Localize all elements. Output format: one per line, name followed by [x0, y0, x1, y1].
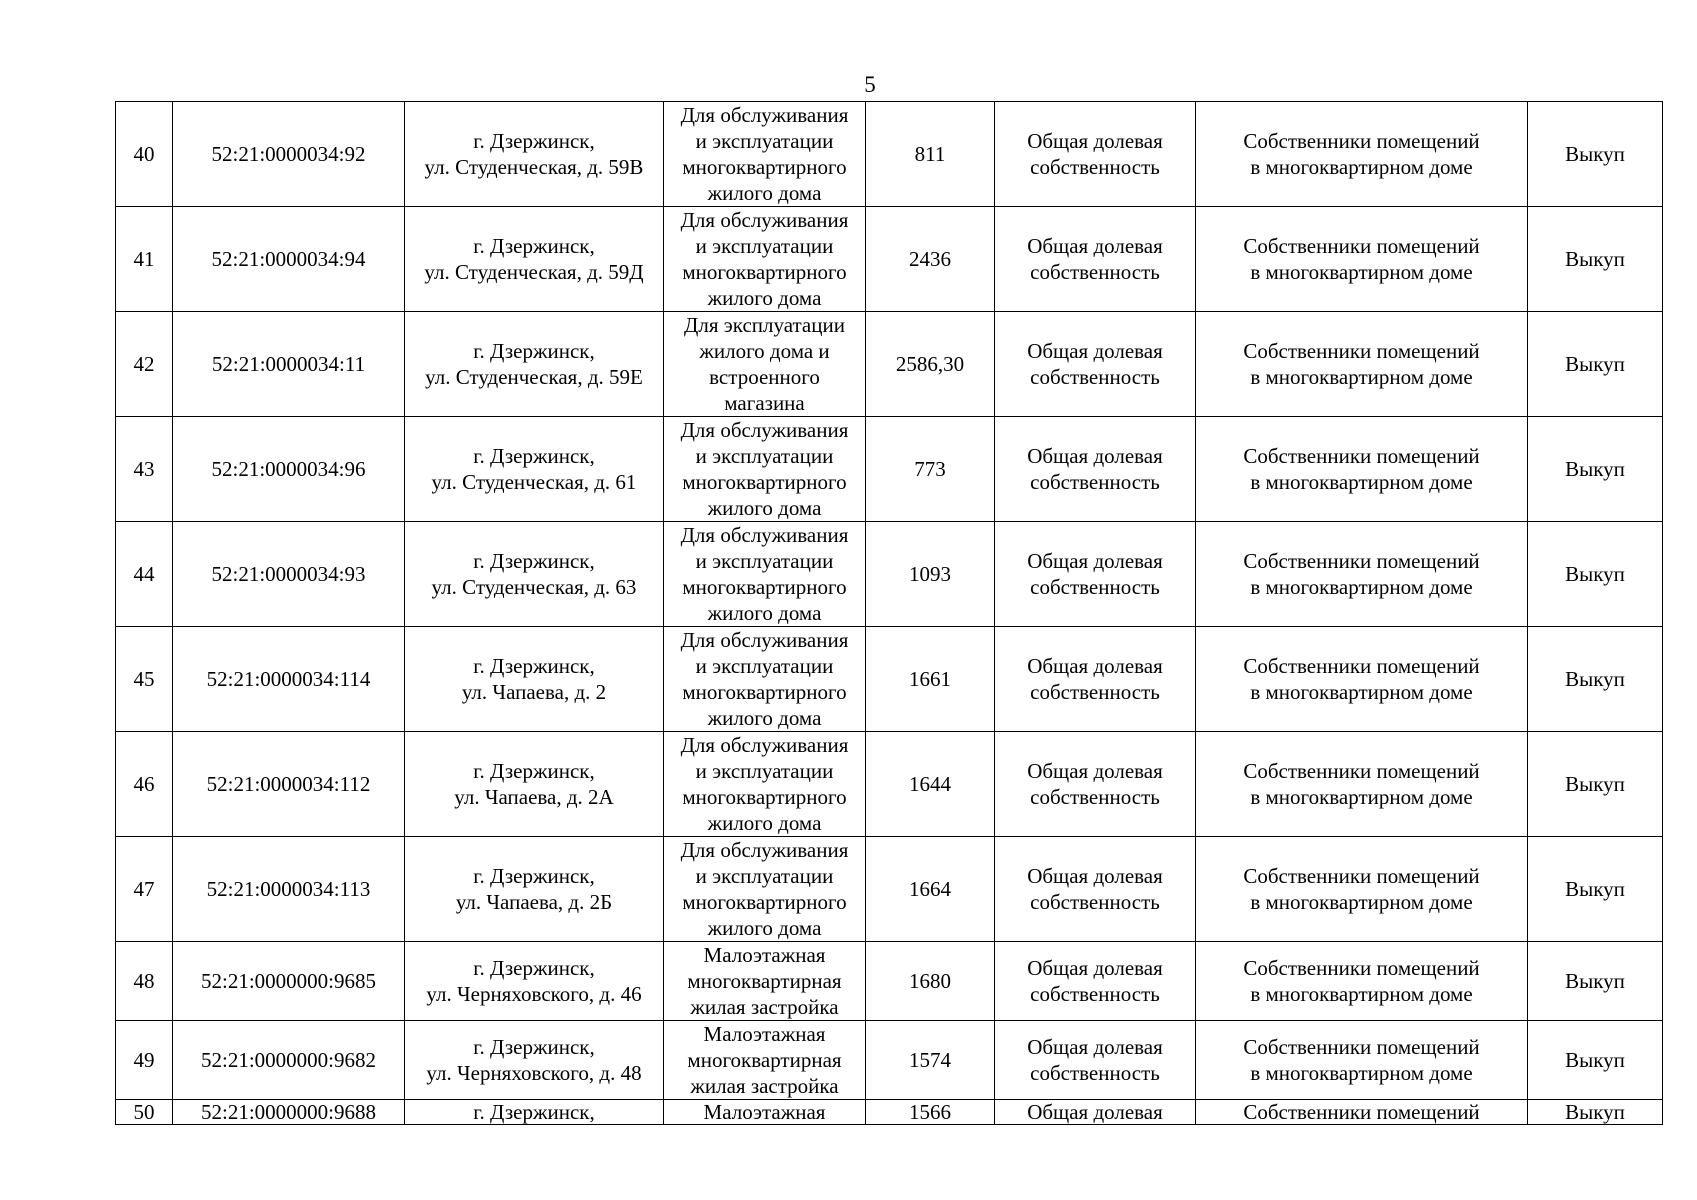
- purpose-line: Для эксплуатации: [684, 313, 845, 337]
- cadastral-number-cell: 52:21:0000034:11: [173, 312, 405, 417]
- row-number-cell: 48: [116, 942, 173, 1021]
- cadastral-number-cell: 52:21:0000034:93: [173, 522, 405, 627]
- address-street: ул. Черняховского, д. 46: [426, 982, 642, 1006]
- area-cell: 1644: [866, 732, 995, 837]
- ownership-type-line: Общая долевая: [1027, 444, 1163, 468]
- area-cell: 1574: [866, 1021, 995, 1100]
- cadastral-number-cell: 52:21:0000034:113: [173, 837, 405, 942]
- ownership-type-line: Общая долевая: [1027, 1035, 1163, 1059]
- owner-cell: [1196, 312, 1528, 417]
- ownership-type-line: Общая долевая: [1027, 864, 1163, 888]
- purpose-cell: [664, 522, 866, 627]
- address-city: г. Дзержинск,: [473, 234, 595, 258]
- purpose-line: жилого дома: [707, 181, 822, 205]
- area-cell: 1566: [866, 1100, 995, 1125]
- ownership-type-line: собственность: [1030, 1061, 1160, 1085]
- purpose-line: жилого дома: [707, 706, 822, 730]
- owner-line: в многоквартирном доме: [1250, 1061, 1473, 1085]
- address-city: г. Дзержинск,: [473, 654, 595, 678]
- action-cell: Выкуп: [1528, 312, 1663, 417]
- address-cell: [405, 102, 664, 207]
- purpose-line: жилого дома: [707, 286, 822, 310]
- purpose-cell: [664, 417, 866, 522]
- address-city: г. Дзержинск,: [473, 129, 595, 153]
- owner-cell: [1196, 417, 1528, 522]
- action-cell: Выкуп: [1528, 627, 1663, 732]
- page-number: 5: [864, 72, 876, 97]
- address-cell: [405, 207, 664, 312]
- table-row: [116, 1100, 1663, 1125]
- address-cell: [405, 417, 664, 522]
- area-cell: 2586,30: [866, 312, 995, 417]
- ownership-type-line: собственность: [1030, 260, 1160, 284]
- address-cell: [405, 627, 664, 732]
- ownership-type-cell: [995, 522, 1196, 627]
- purpose-line: Малоэтажная: [703, 1022, 826, 1046]
- action-cell: Выкуп: [1528, 417, 1663, 522]
- area-cell: 773: [866, 417, 995, 522]
- address-city: г. Дзержинск,: [473, 956, 595, 980]
- purpose-line: Для обслуживания: [680, 838, 849, 862]
- purpose-cell: [664, 312, 866, 417]
- purpose-line: жилая застройка: [690, 995, 839, 1019]
- ownership-type-cell: [995, 942, 1196, 1021]
- area-cell: 1680: [866, 942, 995, 1021]
- purpose-line: многоквартирная: [687, 1048, 842, 1072]
- owner-line: Собственники помещений: [1243, 1100, 1480, 1124]
- ownership-type-line: собственность: [1030, 365, 1160, 389]
- owner-cell: [1196, 1100, 1528, 1125]
- address-street: ул. Студенческая, д. 61: [431, 470, 637, 494]
- purpose-line: жилого дома: [707, 811, 822, 835]
- row-number-cell: 50: [116, 1100, 173, 1125]
- cadastral-number-cell: 52:21:0000000:9682: [173, 1021, 405, 1100]
- action-cell: Выкуп: [1528, 1021, 1663, 1100]
- owner-cell: [1196, 942, 1528, 1021]
- ownership-type-cell: [995, 1100, 1196, 1125]
- purpose-cell: [664, 207, 866, 312]
- purpose-cell: [664, 732, 866, 837]
- ownership-type-line: Общая долевая: [1027, 759, 1163, 783]
- address-street: ул. Чапаева, д. 2: [461, 680, 607, 704]
- row-number-cell: 49: [116, 1021, 173, 1100]
- action-cell: Выкуп: [1528, 1100, 1663, 1125]
- address-city: г. Дзержинск,: [473, 1100, 595, 1124]
- purpose-line: многоквартирного: [682, 155, 847, 179]
- area-cell: 811: [866, 102, 995, 207]
- purpose-line: Для обслуживания: [680, 628, 849, 652]
- purpose-line: жилого дома: [707, 496, 822, 520]
- purpose-cell: [664, 1021, 866, 1100]
- purpose-cell: [664, 627, 866, 732]
- purpose-line: и эксплуатации: [695, 759, 834, 783]
- ownership-type-cell: [995, 102, 1196, 207]
- owner-line: Собственники помещений: [1243, 864, 1480, 888]
- owner-line: в многоквартирном доме: [1250, 680, 1473, 704]
- address-cell: [405, 837, 664, 942]
- row-number-cell: 45: [116, 627, 173, 732]
- ownership-type-cell: [995, 1021, 1196, 1100]
- purpose-cell: [664, 837, 866, 942]
- table-row: [116, 732, 1663, 837]
- purpose-line: Для обслуживания: [680, 523, 849, 547]
- purpose-cell: [664, 102, 866, 207]
- ownership-type-line: собственность: [1030, 982, 1160, 1006]
- purpose-line: магазина: [724, 391, 805, 415]
- row-number-cell: 43: [116, 417, 173, 522]
- row-number-cell: 47: [116, 837, 173, 942]
- ownership-type-line: собственность: [1030, 785, 1160, 809]
- purpose-line: многоквартирного: [682, 260, 847, 284]
- address-cell: [405, 522, 664, 627]
- address-city: г. Дзержинск,: [473, 864, 595, 888]
- action-cell: Выкуп: [1528, 102, 1663, 207]
- owner-line: Собственники помещений: [1243, 129, 1480, 153]
- ownership-type-line: Общая долевая: [1027, 129, 1163, 153]
- purpose-cell: [664, 1100, 866, 1125]
- purpose-line: многоквартирного: [682, 680, 847, 704]
- cadastral-number-cell: 52:21:0000000:9688: [173, 1100, 405, 1125]
- ownership-type-cell: [995, 627, 1196, 732]
- table-row: [116, 942, 1663, 1021]
- action-cell: Выкуп: [1528, 942, 1663, 1021]
- area-cell: 1093: [866, 522, 995, 627]
- address-city: г. Дзержинск,: [473, 759, 595, 783]
- table-body: [116, 102, 1663, 1125]
- purpose-line: и эксплуатации: [695, 864, 834, 888]
- row-number-cell: 46: [116, 732, 173, 837]
- ownership-type-cell: [995, 837, 1196, 942]
- address-city: г. Дзержинск,: [473, 339, 595, 363]
- action-cell: Выкуп: [1528, 522, 1663, 627]
- area-cell: 2436: [866, 207, 995, 312]
- purpose-line: встроенного: [709, 365, 820, 389]
- ownership-type-line: Общая долевая: [1027, 234, 1163, 258]
- owner-line: Собственники помещений: [1243, 956, 1480, 980]
- ownership-type-line: собственность: [1030, 575, 1160, 599]
- table-row: [116, 102, 1663, 207]
- ownership-type-line: собственность: [1030, 155, 1160, 179]
- address-cell: [405, 312, 664, 417]
- owner-line: Собственники помещений: [1243, 234, 1480, 258]
- purpose-line: и эксплуатации: [695, 129, 834, 153]
- table-row: [116, 417, 1663, 522]
- purpose-line: жилая застройка: [690, 1074, 839, 1098]
- purpose-line: Малоэтажная: [703, 1100, 826, 1124]
- owner-line: в многоквартирном доме: [1250, 470, 1473, 494]
- address-street: ул. Студенческая, д. 59Е: [425, 365, 643, 389]
- address-cell: [405, 732, 664, 837]
- address-street: ул. Студенческая, д. 63: [431, 575, 637, 599]
- cadastral-number-cell: 52:21:0000000:9685: [173, 942, 405, 1021]
- cadastral-number-cell: 52:21:0000034:112: [173, 732, 405, 837]
- owner-line: Собственники помещений: [1243, 444, 1480, 468]
- purpose-line: жилого дома: [707, 601, 822, 625]
- ownership-type-line: Общая долевая: [1027, 549, 1163, 573]
- table-row: [116, 1021, 1663, 1100]
- owner-line: в многоквартирном доме: [1250, 575, 1473, 599]
- row-number-cell: 40: [116, 102, 173, 207]
- owner-line: Собственники помещений: [1243, 549, 1480, 573]
- address-street: ул. Черняховского, д. 48: [426, 1061, 642, 1085]
- address-street: ул. Студенческая, д. 59В: [424, 155, 644, 179]
- land-plots-table: [115, 101, 1663, 1125]
- cadastral-number-cell: 52:21:0000034:92: [173, 102, 405, 207]
- owner-cell: [1196, 1021, 1528, 1100]
- owner-cell: [1196, 837, 1528, 942]
- purpose-line: и эксплуатации: [695, 654, 834, 678]
- address-street: ул. Чапаева, д. 2Б: [455, 890, 613, 914]
- address-cell: [405, 942, 664, 1021]
- purpose-line: и эксплуатации: [695, 549, 834, 573]
- address-cell: [405, 1021, 664, 1100]
- table-row: [116, 522, 1663, 627]
- owner-line: Собственники помещений: [1243, 1035, 1480, 1059]
- ownership-type-line: собственность: [1030, 890, 1160, 914]
- action-cell: Выкуп: [1528, 207, 1663, 312]
- owner-line: в многоквартирном доме: [1250, 785, 1473, 809]
- address-city: г. Дзержинск,: [473, 444, 595, 468]
- owner-line: в многоквартирном доме: [1250, 982, 1473, 1006]
- ownership-type-cell: [995, 207, 1196, 312]
- table-row: [116, 312, 1663, 417]
- ownership-type-cell: [995, 732, 1196, 837]
- purpose-line: многоквартирная: [687, 969, 842, 993]
- purpose-line: жилого дома и: [699, 339, 830, 363]
- purpose-line: Для обслуживания: [680, 208, 849, 232]
- address-city: г. Дзержинск,: [473, 1035, 595, 1059]
- action-cell: Выкуп: [1528, 732, 1663, 837]
- purpose-line: и эксплуатации: [695, 444, 834, 468]
- owner-cell: [1196, 627, 1528, 732]
- purpose-line: Для обслуживания: [680, 733, 849, 757]
- address-street: ул. Чапаева, д. 2А: [454, 785, 614, 809]
- purpose-line: многоквартирного: [682, 890, 847, 914]
- row-number-cell: 44: [116, 522, 173, 627]
- ownership-type-line: Общая долевая: [1027, 956, 1163, 980]
- owner-line: Собственники помещений: [1243, 654, 1480, 678]
- owner-cell: [1196, 102, 1528, 207]
- purpose-line: и эксплуатации: [695, 234, 834, 258]
- purpose-line: Малоэтажная: [703, 943, 826, 967]
- owner-cell: [1196, 522, 1528, 627]
- area-cell: 1664: [866, 837, 995, 942]
- ownership-type-line: собственность: [1030, 470, 1160, 494]
- purpose-line: жилого дома: [707, 916, 822, 940]
- table-row: [116, 837, 1663, 942]
- purpose-cell: [664, 942, 866, 1021]
- table-row: [116, 207, 1663, 312]
- owner-line: Собственники помещений: [1243, 339, 1480, 363]
- address-cell: [405, 1100, 664, 1125]
- cadastral-number-cell: 52:21:0000034:114: [173, 627, 405, 732]
- action-cell: Выкуп: [1528, 837, 1663, 942]
- owner-line: в многоквартирном доме: [1250, 365, 1473, 389]
- ownership-type-cell: [995, 312, 1196, 417]
- owner-cell: [1196, 207, 1528, 312]
- cadastral-number-cell: 52:21:0000034:96: [173, 417, 405, 522]
- ownership-type-line: собственность: [1030, 680, 1160, 704]
- purpose-line: многоквартирного: [682, 785, 847, 809]
- ownership-type-line: Общая долевая: [1027, 654, 1163, 678]
- owner-line: Собственники помещений: [1243, 759, 1480, 783]
- row-number-cell: 42: [116, 312, 173, 417]
- owner-line: в многоквартирном доме: [1250, 260, 1473, 284]
- ownership-type-cell: [995, 417, 1196, 522]
- ownership-type-line: Общая долевая: [1027, 1100, 1163, 1124]
- purpose-line: Для обслуживания: [680, 103, 849, 127]
- owner-line: в многоквартирном доме: [1250, 890, 1473, 914]
- purpose-line: многоквартирного: [682, 470, 847, 494]
- row-number-cell: 41: [116, 207, 173, 312]
- address-street: ул. Студенческая, д. 59Д: [424, 260, 644, 284]
- table-row: [116, 627, 1663, 732]
- owner-cell: [1196, 732, 1528, 837]
- purpose-line: многоквартирного: [682, 575, 847, 599]
- area-cell: 1661: [866, 627, 995, 732]
- owner-line: в многоквартирном доме: [1250, 155, 1473, 179]
- ownership-type-line: Общая долевая: [1027, 339, 1163, 363]
- cadastral-number-cell: 52:21:0000034:94: [173, 207, 405, 312]
- address-city: г. Дзержинск,: [473, 549, 595, 573]
- purpose-line: Для обслуживания: [680, 418, 849, 442]
